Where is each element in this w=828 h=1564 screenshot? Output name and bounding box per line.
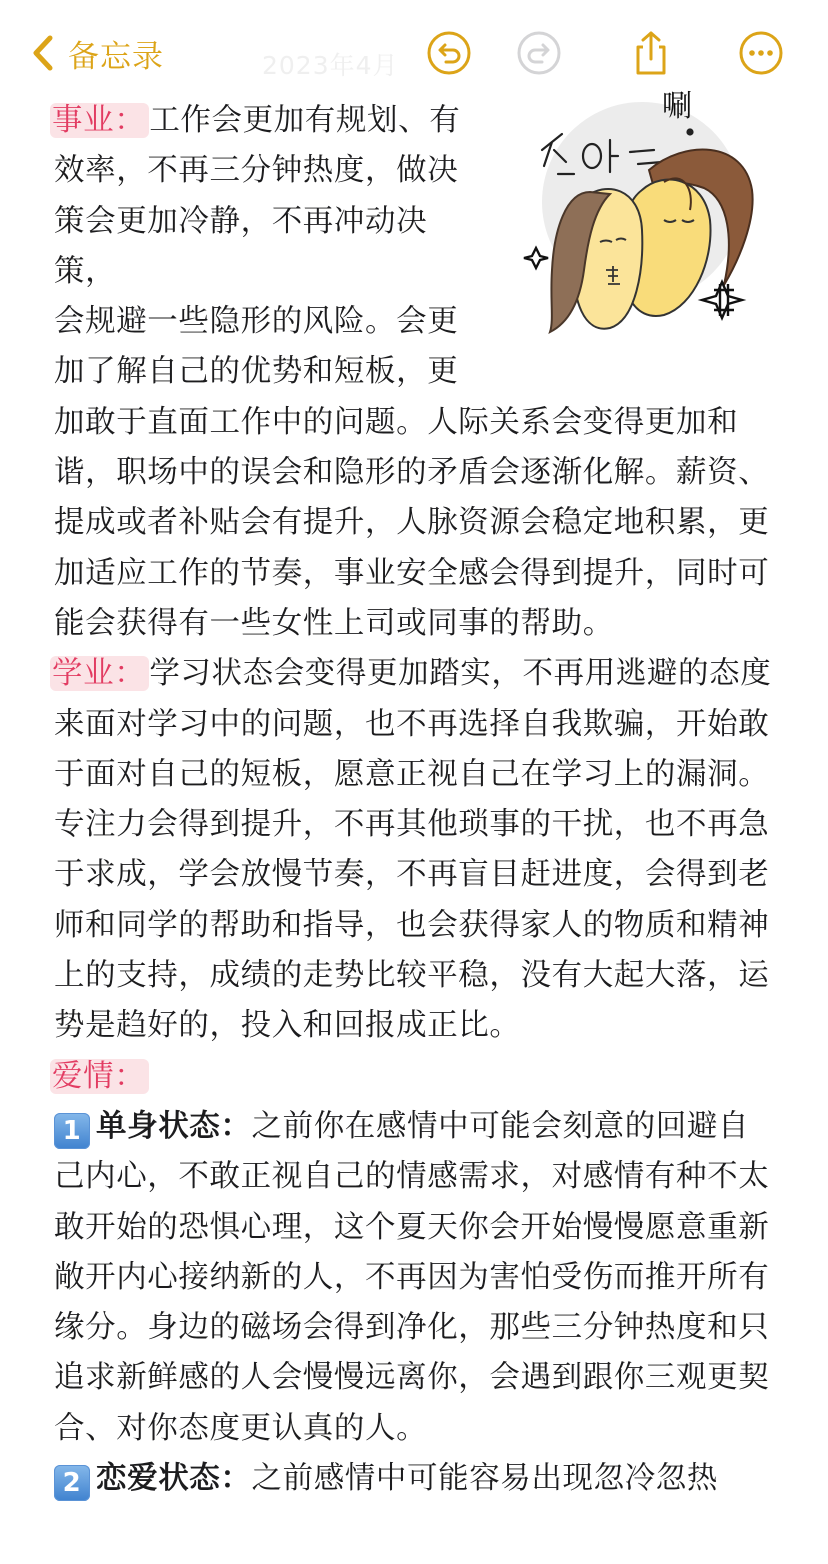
watermark (784, 1528, 820, 1558)
undo-icon (426, 30, 472, 76)
career-line: 策会更加冷静，不再冲动决策， (54, 203, 428, 289)
chevron-left-icon (26, 30, 66, 76)
watermark-logo-icon (784, 1528, 814, 1558)
relationship-status (54, 1454, 774, 1504)
single-status (54, 1102, 774, 1454)
study-tag: 学业： (50, 656, 149, 691)
career-rest: 加敢于直面工作中的问题。人际关系会变得更加和谐，职场中的误会和隐形的矛盾会逐渐化解。薪资、提成或者补贴会有提升，人脉资源会稳定地积累，更加适应工作的节奏，事业安全感会得到提升，同时可能会获得有一些女性上司或同事的帮助。 (54, 404, 770, 641)
back-button[interactable] (26, 30, 164, 76)
faint-header-date: 2023年4月 (262, 51, 399, 80)
career-line: 加了解自己的优势和短板，更 (54, 354, 459, 390)
back-label: 备忘录 (68, 38, 164, 75)
keycap-two-icon: 2 (54, 1465, 90, 1501)
career-line: 会规避一些隐形的风险。会更 (54, 304, 459, 340)
note-body[interactable] (54, 96, 774, 1504)
relationship-text: 之前感情中可能容易出现忽冷忽热 (251, 1461, 718, 1497)
illustration-caption: 唰 (662, 89, 692, 124)
relationship-title: 恋爱状态： (96, 1461, 252, 1497)
career-line: 效率，不再三分钟热度，做决 (54, 153, 459, 189)
study-section (54, 649, 774, 1051)
career-tag: 事业： (50, 103, 149, 138)
undo-button[interactable] (424, 28, 474, 78)
love-tag: 爱情： (50, 1059, 149, 1094)
single-title: 单身状态： (96, 1108, 252, 1144)
career-section (54, 96, 472, 398)
career-line: 工作会更加有规划、有 (149, 103, 461, 138)
keycap-one-icon: 1 (54, 1113, 90, 1149)
study-text: 学习状态会变得更加踏实，不再用逃避的态度来面对学习中的问题，也不再选择自我欺骗，开始敢于面对自己的短板，愿意正视自己在学习上的漏洞。专注力会得到提升，不再其他琐事的干扰，也不再急于求成，学会放慢节奏，不再盲目赶进度，会得到老师和同学的帮助和指导，也会获得家人的物质和精神上的支持，成绩的走势比较平稳，没有大起大落，运势是趋好的，投入和回报成正比。 (54, 656, 772, 1044)
single-text: 之前你在感情中可能会刻意的回避自己内心，不敢正视自己的情感需求，对感情有种不太敢开始的恐惧心理，这个夏天你会开始慢慢愿意重新敞开内心接纳新的人，不再因为害怕受伤而推开所有缘分。身边的磁场会得到净化，那些三分钟热度和只追求新鲜感的人会慢慢远离你，会遇到跟你三观更契合、对你态度更认真的人。 (54, 1108, 770, 1446)
love-section (54, 1052, 774, 1102)
